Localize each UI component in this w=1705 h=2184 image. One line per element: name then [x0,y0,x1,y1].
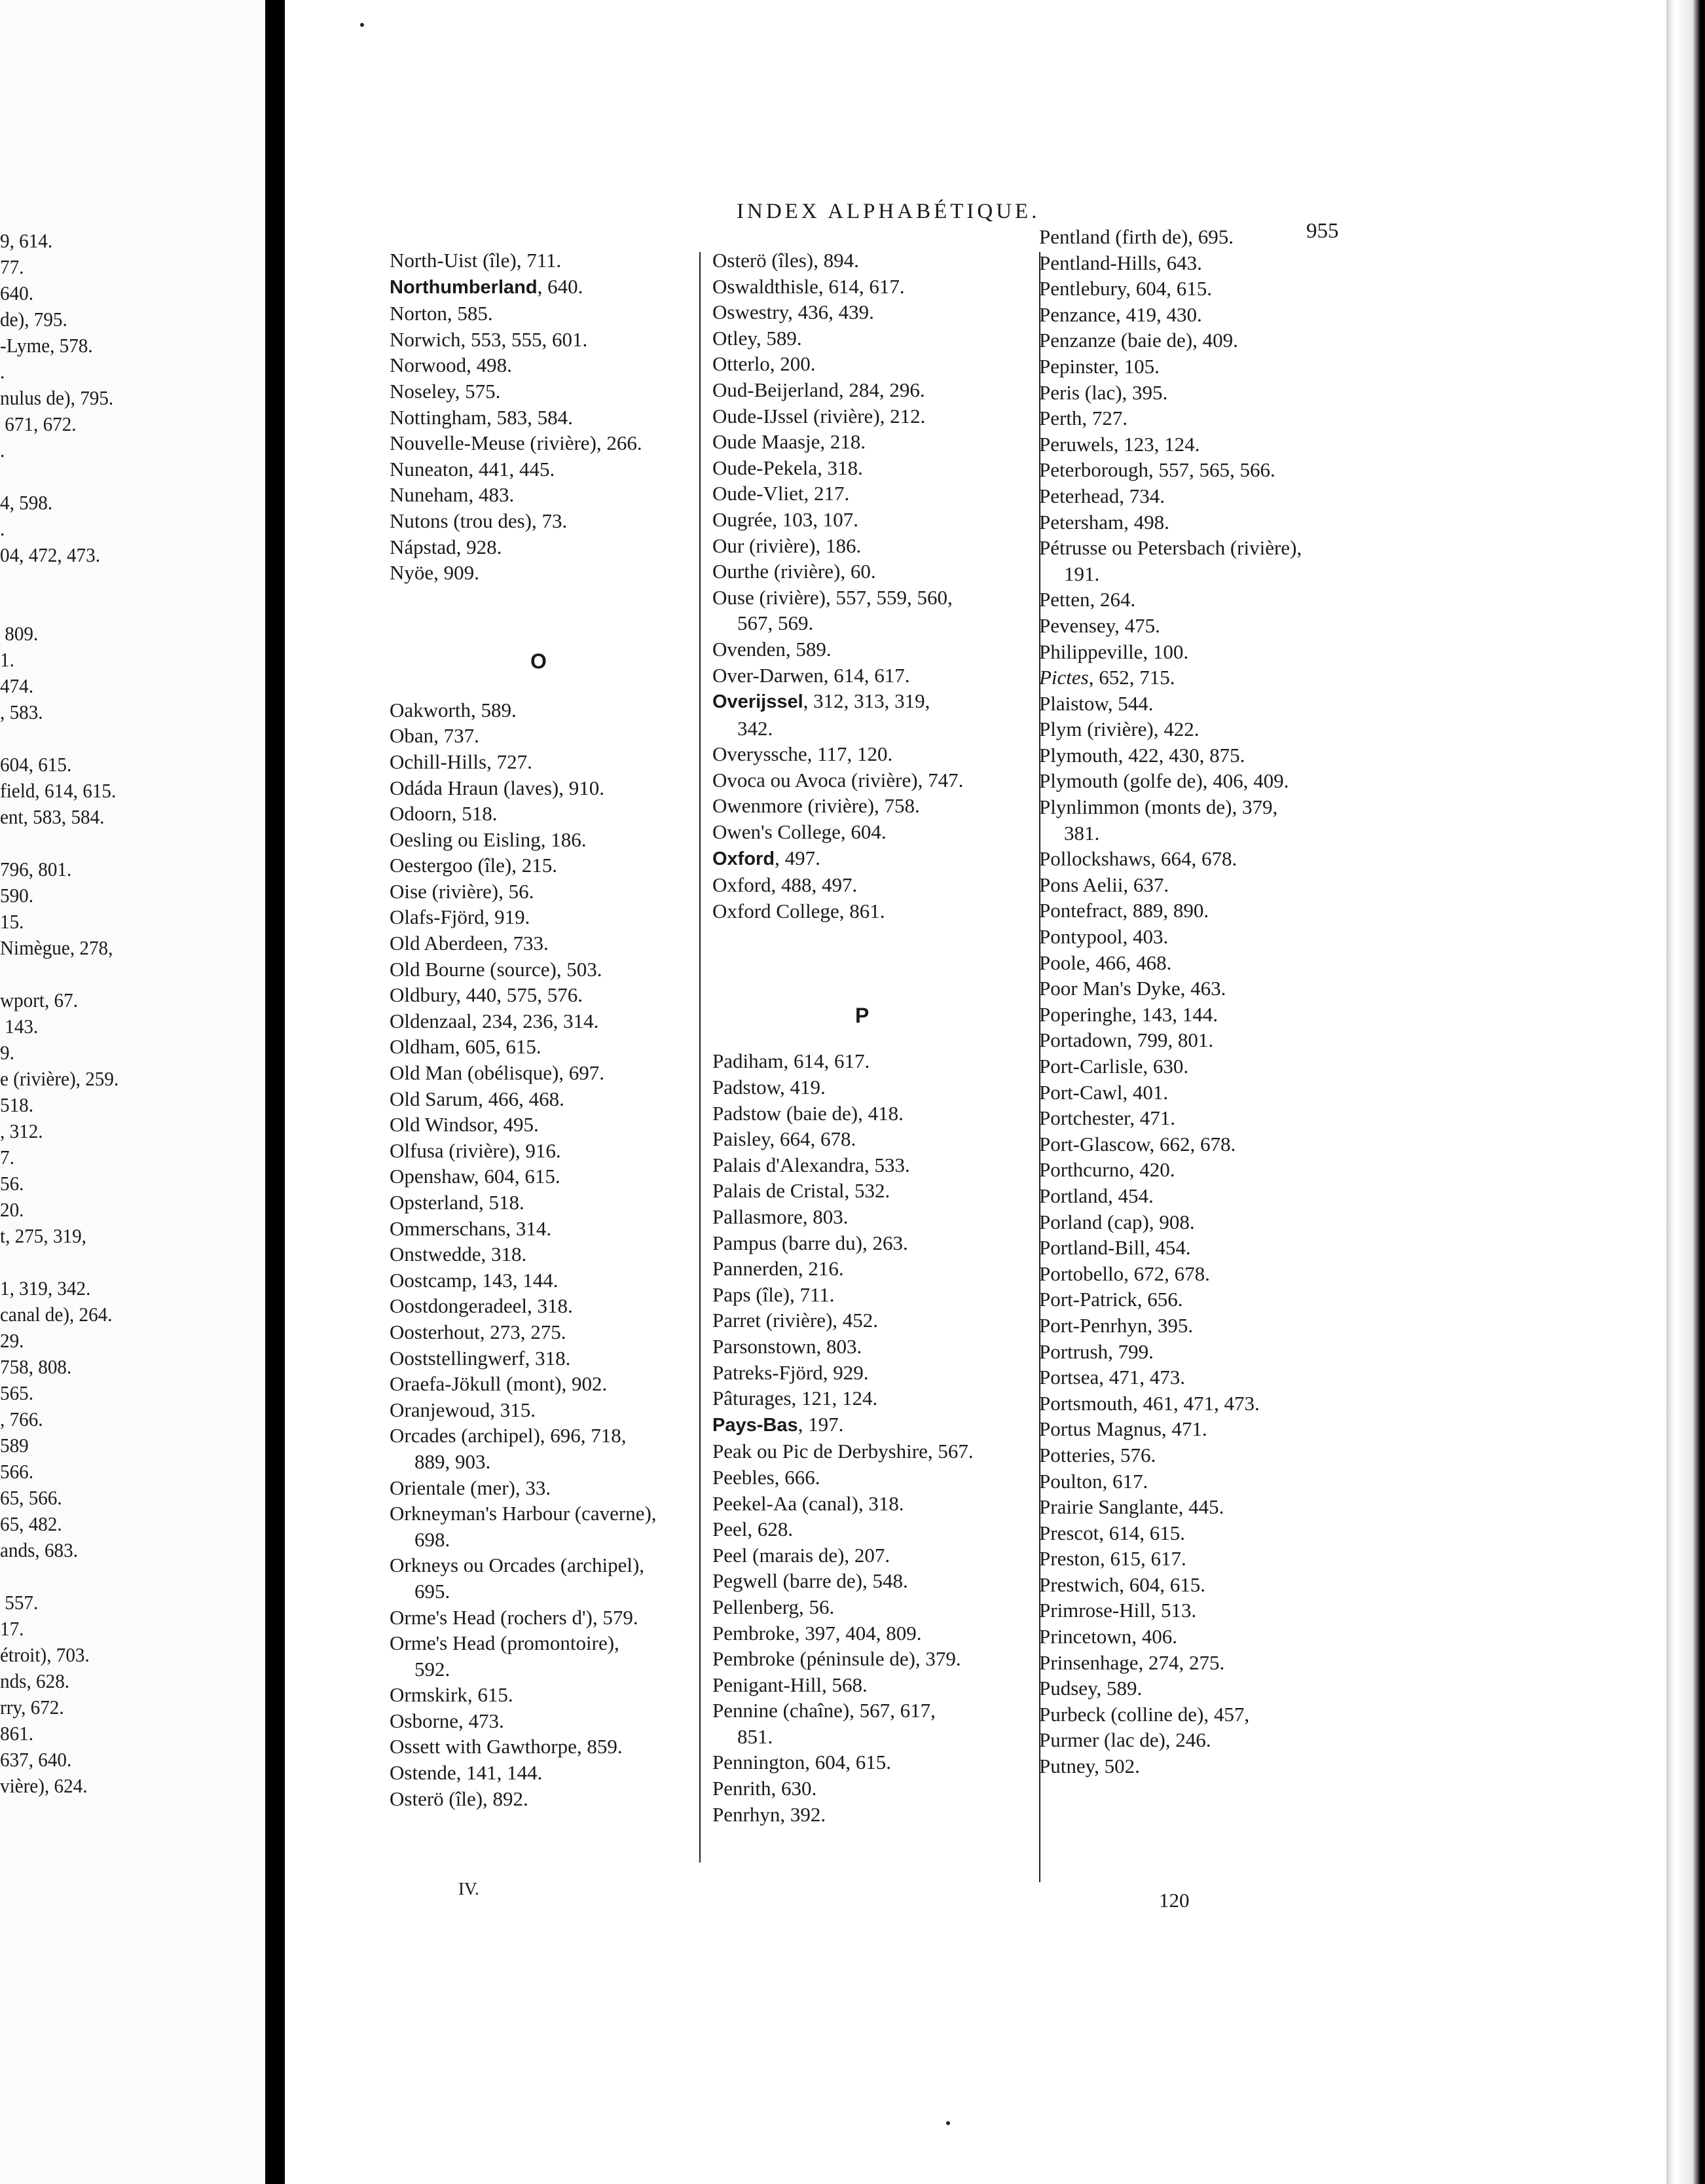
index-entry: Port-Carlisle, 630. [1039,1055,1189,1078]
index-entry: Old Man (obélisque), 697. [390,1061,605,1085]
index-entry: Osterö (îles), 894. [712,249,859,272]
index-entry-bold-term: Oxford [712,848,775,869]
left-page-fragment: nds, 628. [0,1669,70,1692]
left-page-fragment: t, 275, 319, [0,1224,86,1247]
left-page-fragment: 809. [0,622,39,645]
left-page-fragment: 566. [0,1460,33,1483]
index-entry: Portland-Bill, 454. [1039,1236,1191,1260]
index-entry: Paisley, 664, 678. [712,1127,856,1151]
index-entry: Ougrée, 103, 107. [712,507,858,531]
index-entry: Oude Maasje, 218. [712,430,866,454]
left-page-fragment: 9. [0,1041,14,1064]
index-entry: Pentlebury, 604, 615. [1039,277,1213,300]
index-entry: Openshaw, 604, 615. [390,1165,560,1188]
left-page-fragment: étroit), 703. [0,1643,90,1666]
left-page-fragment: 861. [0,1722,33,1745]
index-entry-bold-term: Pays-Bas [712,1414,798,1436]
index-entry: Peebles, 666. [712,1465,820,1489]
left-page-fragment: 589 [0,1434,29,1457]
index-entry: Purmer (lac de), 246. [1039,1728,1211,1752]
left-page-fragment: 56. [0,1172,24,1195]
index-entry: Peak ou Pic de Derbyshire, 567. [712,1440,974,1463]
index-entry: Ovenden, 589. [712,637,832,661]
index-entry: Oosterhout, 273, 275. [390,1320,566,1343]
index-column-2 [712,247,974,1827]
index-entry: Petersham, 498. [1039,510,1169,534]
left-page-fragment: 143. [0,1015,39,1038]
index-entry-major: Overijssel, 312, 313, 319, [712,689,930,713]
index-entry: Pegwell (barre de), 548. [712,1569,908,1593]
left-page-fragment: rry, 672. [0,1696,64,1719]
index-entry: Portus Magnus, 471. [1039,1417,1207,1441]
index-entry: Prinsenhage, 274, 275. [1039,1650,1225,1674]
index-entry: Pembroke, 397, 404, 809. [712,1621,922,1645]
index-entry: Oban, 737. [390,724,479,748]
index-entry: Pudsey, 589. [1039,1677,1143,1700]
section-gap [390,586,657,697]
index-entry: Nuneaton, 441, 445. [390,457,555,481]
index-entry-continuation: 889, 903. [414,1449,491,1473]
left-page-fragment: 640. [0,282,33,304]
index-entry: Portadown, 799, 801. [1039,1028,1214,1052]
index-entry: Pannerden, 216. [712,1257,844,1281]
index-entry: Norton, 585. [390,302,493,325]
index-entry: Porthcurno, 420. [1039,1158,1175,1182]
index-entry: Portland, 454. [1039,1184,1154,1207]
index-entry: Peruwels, 123, 124. [1039,432,1200,456]
index-entry: Plym (rivière), 422. [1039,718,1200,741]
index-entry: Odoorn, 518. [390,802,498,826]
index-entry: Nuneham, 483. [390,483,515,507]
index-entry: Onstwedde, 318. [390,1243,527,1266]
index-entry-continuation: 592. [414,1657,450,1681]
index-entry: Oesling ou Eisling, 186. [390,828,587,851]
left-page-fragment: 671, 672. [0,412,77,435]
index-entry: Pallasmore, 803. [712,1205,849,1228]
left-page-fragment [0,1563,249,1590]
index-entry: Oostdongeradeel, 318. [390,1294,573,1318]
left-page-fragment: , 312. [0,1119,43,1142]
index-entry: Orkneys ou Orcades (archipel), [390,1554,645,1577]
signature-mark: IV. [458,1879,479,1899]
index-entry: Peris (lac), 395. [1039,380,1168,404]
section-letter-o: O [530,649,547,673]
column-rule-1 [699,252,701,1863]
left-page-fragment: de), 795. [0,308,67,331]
index-entry: Potteries, 576. [1039,1443,1156,1466]
left-page-fragment: 518. [0,1093,33,1116]
index-entry: Oude-Pekela, 318. [712,456,863,479]
index-entry: Our (rivière), 186. [712,534,862,557]
index-entry: Orme's Head (rochers d'), 579. [390,1605,638,1629]
index-entry: Oostcamp, 143, 144. [390,1268,559,1292]
index-entry: Plymouth (golfe de), 406, 409. [1039,769,1289,793]
index-entry: Pevensey, 475. [1039,613,1160,637]
left-page-fragment: 590. [0,884,33,907]
index-entry: Pétrusse ou Petersbach (rivière), [1039,536,1302,560]
index-entry: Poole, 466, 468. [1039,951,1172,974]
left-page-fragment: , 766. [0,1408,43,1430]
index-entry-continuation: 381. [1064,821,1100,845]
left-page-fragment: 65, 482. [0,1512,62,1535]
index-entry: Old Sarum, 466, 468. [390,1087,564,1110]
left-page-fragment [0,830,249,856]
index-entry: Old Windsor, 495. [390,1113,539,1137]
index-entry: Pons Aelii, 637. [1039,873,1169,896]
index-entry: Pennington, 604, 615. [712,1751,891,1774]
left-page-fragment: 29. [0,1329,24,1352]
index-entry-continuation: 567, 569. [737,611,814,635]
index-entry: Owenmore (rivière), 758. [712,794,920,818]
index-entry: Oranjewoud, 315. [390,1398,536,1421]
index-entry: Portobello, 672, 678. [1039,1262,1210,1285]
index-entry: Padstow (baie de), 418. [712,1101,904,1125]
index-entry: Plynlimmon (monts de), 379, [1039,795,1278,819]
index-entry: Ourthe (rivière), 60. [712,560,876,583]
index-entry: Perth, 727. [1039,407,1128,430]
index-entry: Otley, 589. [712,326,802,350]
index-entry: Prestwich, 604, 615. [1039,1573,1206,1596]
index-entry: Port-Glascow, 662, 678. [1039,1132,1236,1156]
index-entry: Ostende, 141, 144. [390,1761,543,1785]
index-entry: Patreks-Fjörd, 929. [712,1360,869,1384]
index-entry: Palais d'Alexandra, 533. [712,1153,910,1176]
left-page-fragment: 474. [0,674,33,697]
left-page-edge [0,0,265,2184]
index-entry: Old Aberdeen, 733. [390,932,549,955]
index-entry: Osterö (île), 892. [390,1787,528,1810]
index-entry: Oxford College, 861. [712,899,885,922]
index-entry: Oldenzaal, 234, 236, 314. [390,1009,599,1032]
index-entry: Port-Cawl, 401. [1039,1080,1169,1104]
index-entry: North-Uist (île), 711. [390,249,562,272]
index-entry: Parsonstown, 803. [712,1334,862,1358]
left-page-fragment: ands, 683. [0,1538,78,1561]
index-entry: Nouvelle-Meuse (rivière), 266. [390,431,642,455]
page-edge-right [1666,0,1705,2184]
index-entry: Portsea, 471, 473. [1039,1366,1186,1389]
index-entry: Purbeck (colline de), 457, [1039,1702,1250,1726]
sheet-number: 120 [1159,1889,1190,1912]
left-page-fragment: wport, 67. [0,989,78,1011]
index-entry: Portrush, 799. [1039,1339,1154,1363]
index-entry: Ooststellingwerf, 318. [390,1346,571,1370]
index-entry: Over-Darwen, 614, 617. [712,663,910,687]
index-entry: Plymouth, 422, 430, 875. [1039,743,1245,767]
left-page-fragment: . [0,360,5,383]
left-page-fragment: 17. [0,1617,24,1640]
index-entry-continuation: 695. [414,1579,450,1603]
left-page-fragment: field, 614, 615. [0,779,117,802]
index-entry: Preston, 615, 617. [1039,1547,1186,1571]
left-page-fragment [0,725,249,752]
index-entry: Pentland-Hills, 643. [1039,251,1202,274]
left-page-fragment: , 583. [0,701,43,723]
index-entry: Penrhyn, 392. [712,1802,826,1826]
index-entry: Olafs-Fjörd, 919. [390,905,530,929]
index-entry: Parret (rivière), 452. [712,1309,879,1332]
index-entry: Pampus (barre du), 263. [712,1231,908,1254]
left-page-fragment: 637, 640. [0,1748,72,1771]
index-entry-continuation: 342. [737,716,773,740]
index-entry: Primrose-Hill, 513. [1039,1599,1197,1622]
left-page-fragment: 565. [0,1381,33,1404]
section-letter-p: P [855,1004,870,1027]
index-entry: Orcades (archipel), 696, 718, [390,1424,627,1447]
index-entry: Oldbury, 440, 575, 576. [390,983,583,1007]
index-entry: Oise (rivière), 56. [390,879,534,903]
index-entry: Peekel-Aa (canal), 318. [712,1491,904,1515]
left-page-fragment: ent, 583, 584. [0,805,105,828]
index-entry: Peel (marais de), 207. [712,1543,890,1567]
left-page-fragment: vière), 624. [0,1774,88,1797]
index-entry-continuation: 191. [1064,562,1100,585]
left-page-fragment: 9, 614. [0,229,53,252]
ink-speck [360,23,364,27]
index-entry: Palais de Cristal, 532. [712,1179,890,1203]
index-entry: Paps (île), 711. [712,1283,835,1306]
index-entry: Pepinster, 105. [1039,354,1160,378]
left-page-fragments [0,228,249,1799]
index-entry: Oestergoo (île), 215. [390,854,557,877]
index-entry: Philippeville, 100. [1039,640,1189,663]
index-entry: Pâturages, 121, 124. [712,1387,878,1410]
index-entry: Olfusa (rivière), 916. [390,1138,561,1162]
index-entry: Oswestry, 436, 439. [712,300,874,324]
index-entry: Poulton, 617. [1039,1469,1148,1493]
index-entry: Padiham, 614, 617. [712,1049,870,1073]
index-entry: Orkneyman's Harbour (caverne), [390,1502,657,1525]
index-entry: Padstow, 419. [712,1076,826,1099]
index-entry-continuation: 851. [737,1724,773,1748]
left-page-fragment: 7. [0,1146,14,1169]
index-entry: Owen's College, 604. [712,820,887,844]
index-entry: Oswaldthisle, 614, 617. [712,274,905,298]
page-number: 955 [1306,219,1339,243]
left-page-fragment [0,961,249,987]
index-entry: Orme's Head (promontoire), [390,1631,619,1655]
index-entry: Putney, 502. [1039,1755,1140,1778]
index-entry: Norwood, 498. [390,354,512,377]
left-page-fragment: 77. [0,255,24,278]
index-entry: Oxford, 488, 497. [712,873,858,897]
index-entry: Pontypool, 403. [1039,925,1169,949]
index-entry: Overyssche, 117, 120. [712,742,893,766]
index-entry: Ommerschans, 314. [390,1216,552,1240]
index-entry: Oude-IJssel (rivière), 212. [712,404,926,428]
left-page-fragment: canal de), 264. [0,1303,113,1326]
index-entry: Prairie Sanglante, 445. [1039,1495,1224,1519]
index-entry: Oude-Vliet, 217. [712,482,850,505]
index-entry-italic: Pictes, 652, 715. [1039,666,1175,689]
index-entry: Prescot, 614, 615. [1039,1521,1186,1544]
left-page-fragment: 557. [0,1591,39,1614]
left-page-fragment: . [0,439,5,462]
index-entry: Pennine (chaîne), 567, 617, [712,1699,936,1722]
left-page-fragment: 1, 319, 342. [0,1277,91,1300]
index-entry-continuation: 698. [414,1527,450,1551]
index-entry-major: Oxford, 497. [712,846,820,869]
index-entry: Princetown, 406. [1039,1625,1177,1648]
index-entry: Ossett with Gawthorpe, 859. [390,1735,623,1758]
index-entry: Port-Patrick, 656. [1039,1288,1183,1311]
index-entry: Plaistow, 544. [1039,691,1154,715]
index-entry: Portchester, 471. [1039,1106,1175,1130]
index-entry: Petten, 264. [1039,588,1136,611]
index-entry: Portsmouth, 461, 471, 473. [1039,1391,1260,1415]
index-entry: Ormskirk, 615. [390,1683,513,1707]
index-entry: Penigant-Hill, 568. [712,1673,868,1696]
left-page-fragment: 604, 615. [0,753,72,776]
index-entry: Porland (cap), 908. [1039,1210,1195,1233]
index-entry: Peterhead, 734. [1039,484,1165,507]
index-entry: Penzanze (baie de), 409. [1039,329,1238,352]
index-entry: Ouse (rivière), 557, 559, 560, [712,585,953,609]
left-page-fragment: 758, 808. [0,1355,72,1378]
left-page-fragment [0,1249,249,1275]
index-entry: Nottingham, 583, 584. [390,405,573,429]
index-entry: Pentland (firth de), 695. [1039,225,1234,248]
index-entry: Osborne, 473. [390,1709,504,1732]
left-page-fragment: . [0,517,5,540]
index-entry: Poor Man's Dyke, 463. [1039,977,1226,1000]
index-entry: Pembroke (péninsule de), 379. [712,1647,961,1671]
index-entry-bold-term: Overijssel [712,691,803,713]
index-entry: Orientale (mer), 33. [390,1476,551,1499]
index-entry: Odáda Hraun (laves), 910. [390,776,604,799]
left-page-fragment: 1. [0,648,14,671]
index-entry: Nyöe, 909. [390,561,479,585]
index-entry: Oud-Beijerland, 284, 296. [712,378,925,401]
left-page-fragment [0,464,249,490]
index-entry-italic-term: Pictes [1039,666,1089,689]
index-column-1 [390,247,657,1811]
left-page-fragment [0,594,249,621]
index-entry: Pellenberg, 56. [712,1595,835,1618]
index-entry: Poperinghe, 143, 144. [1039,1002,1218,1026]
index-entry: Old Bourne (source), 503. [390,957,602,981]
index-entry: Ochill-Hills, 727. [390,750,532,773]
index-entry: Oldham, 605, 615. [390,1035,541,1059]
index-entry: Penrith, 630. [712,1777,817,1800]
index-entry: Pontefract, 889, 890. [1039,899,1209,922]
index-entry: Pollockshaws, 664, 678. [1039,847,1238,871]
index-entry: Oakworth, 589. [390,698,517,721]
left-page-fragment [0,568,249,594]
left-page-fragment: nulus de), 795. [0,386,114,409]
left-page-fragment: e (rivière), 259. [0,1067,119,1090]
index-entry: Port-Penrhyn, 395. [1039,1313,1194,1337]
index-entry: Opsterland, 518. [390,1191,524,1214]
index-entry: Peterborough, 557, 565, 566. [1039,458,1275,482]
running-header: INDEX ALPHABÉTIQUE. [737,200,1040,223]
left-page-fragment: 20. [0,1198,24,1221]
left-page-fragment: 15. [0,910,24,933]
index-entry-bold-term: Northumberland [390,276,538,298]
index-entry: Norwich, 553, 555, 601. [390,327,588,351]
index-entry: Oraefa-Jökull (mont), 902. [390,1372,608,1396]
index-entry: Noseley, 575. [390,379,501,403]
left-page-fragment: 796, 801. [0,858,72,881]
index-column-3 [1039,224,1302,1779]
left-page-fragment: 04, 472, 473. [0,543,100,566]
index-entry: Ovoca ou Avoca (rivière), 747. [712,768,964,792]
index-entry: Penzance, 419, 430. [1039,302,1202,326]
index-entry: Nutons (trou des), 73. [390,509,568,532]
book-gutter [265,0,285,2184]
section-gap [712,924,974,1048]
index-entry-major: Pays-Bas, 197. [712,1412,844,1436]
index-entry: Peel, 628. [712,1518,794,1541]
index-entry: Nápstad, 928. [390,535,502,558]
index-entry-major: Northumberland, 640. [390,274,583,298]
left-page-fragment: -Lyme, 578. [0,334,93,357]
index-entry: Otterlo, 200. [712,352,816,376]
left-page-fragment: 4, 598. [0,491,53,514]
ink-speck [946,2121,950,2125]
left-page-fragment: Nimègue, 278, [0,936,113,959]
left-page-fragment: 65, 566. [0,1486,62,1509]
